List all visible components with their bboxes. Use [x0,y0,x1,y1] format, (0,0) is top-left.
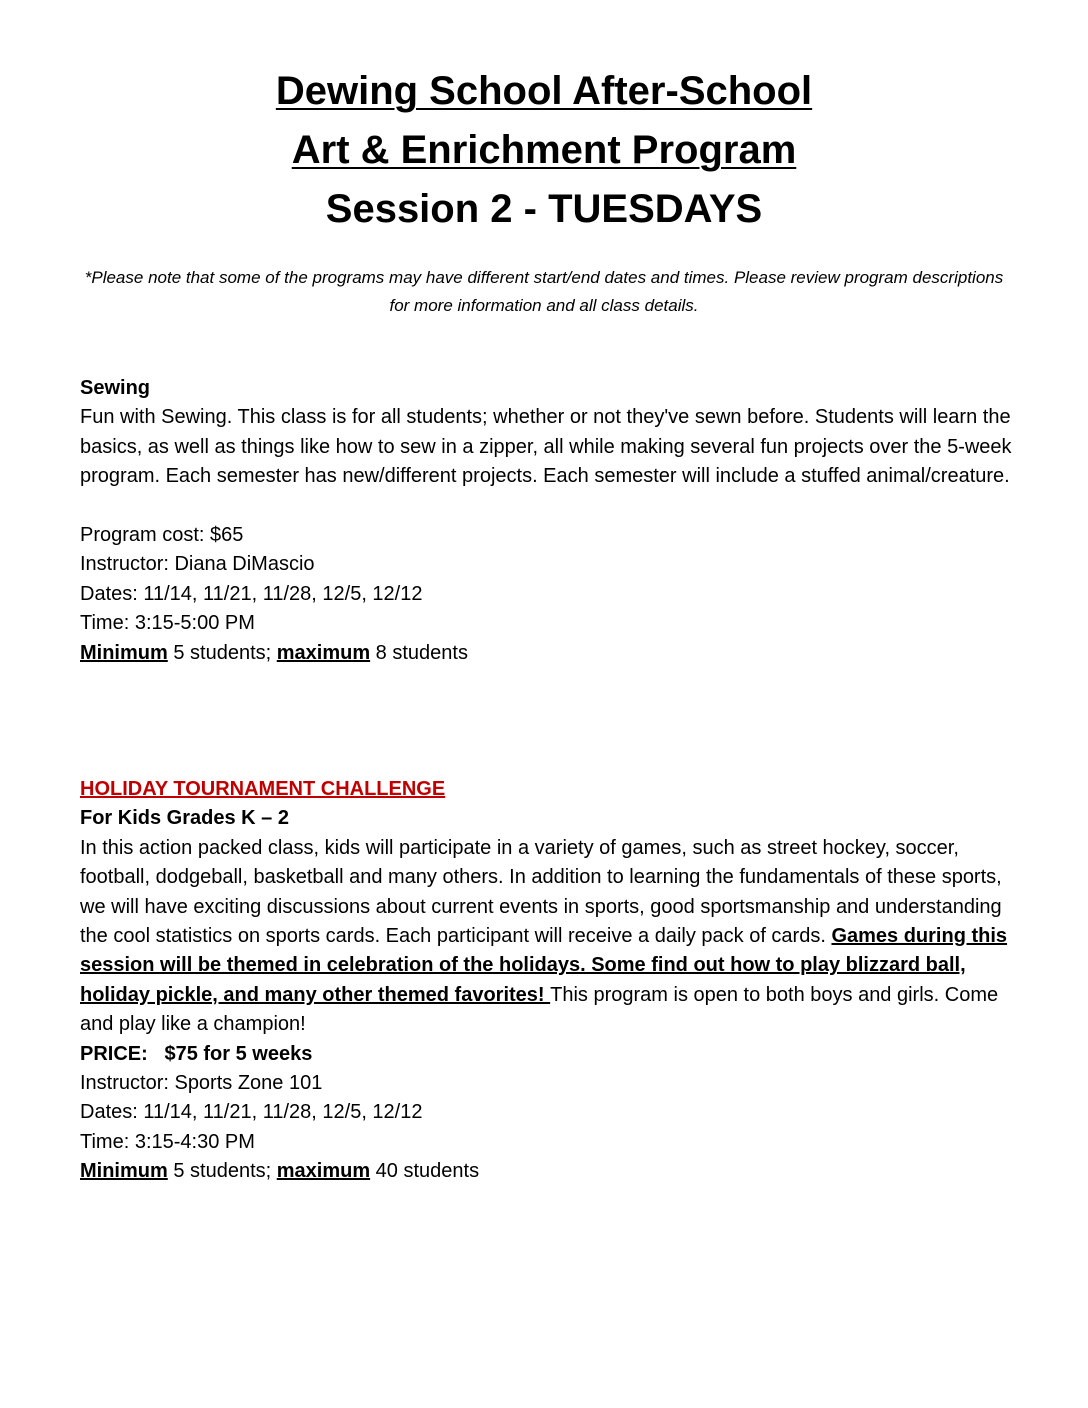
holiday-time: Time: 3:15-4:30 PM [80,1130,255,1153]
sewing-time: Time: 3:15-5:00 PM [80,612,255,635]
holiday-description-part1: In this action packed class, kids will participate in a variety of games, such as street hockey, soccer, football, dodgeball, basketball and many others. In addition to learning the fundamentals of these sports, we will have exciting discussions about current events in sports, good sportsmanship and understanding the cool statistics on sports cards. Each participant will receive a daily pack of cards. [80,836,1002,948]
holiday-description [80,834,1020,1040]
sewing-description: Fun with Sewing. This class is for all students; whether or not they've sewn before. Students will learn the basics, as well as things like how to sew in a zipper, all while making several fun projects over the 5-week program. Each semester has new/different projects. Each semester will include a stuffed animal/creature. [80,406,1012,488]
title-line-3: Session 2 - TUESDAYS [325,187,763,231]
holiday-instructor: Instructor: Sports Zone 101 [80,1072,323,1095]
holiday-price: PRICE: $75 for 5 weeks [80,1042,313,1065]
holiday-description-emphasis: Games during this session will be themed in celebration of the holidays. Some find out how to play blizzard ball, holiday pickle, and many other themed favorites! [80,925,1008,1006]
sewing-capacity [80,639,1020,668]
holiday-max-label: maximum [276,1160,371,1183]
program-note: *Please note that some of the programs may have different start/end dates and times. Please review program descriptions for more information and all class details. [84,268,1004,315]
sewing-heading: Sewing [80,377,151,399]
title-line-2 [0,121,1088,179]
holiday-section [80,775,1020,1187]
holiday-description-part2: This program is open to both boys and girls. Come and play like a champion! [80,983,999,1036]
holiday-capacity [80,1157,1020,1186]
title-line-2-text: Art & Enrichment Program [291,128,797,172]
title-line-1 [0,62,1088,120]
sewing-section [80,374,1020,668]
sewing-max-label: maximum [276,641,371,664]
sewing-cost: Program cost: $65 [80,524,244,547]
holiday-min-label: Minimum [80,1160,168,1183]
holiday-min-text: 5 students; [167,1160,277,1183]
sewing-min-text: 5 students; [167,641,277,664]
sewing-dates: Dates: 11/14, 11/21, 11/28, 12/5, 12/12 [80,582,423,605]
holiday-max-text: 40 students [370,1160,480,1183]
sewing-max-text: 8 students [370,641,468,664]
sewing-min-label: Minimum [80,641,168,664]
sewing-instructor: Instructor: Diana DiMascio [80,553,315,576]
holiday-dates: Dates: 11/14, 11/21, 11/28, 12/5, 12/12 [80,1101,423,1124]
holiday-subheading: For Kids Grades K – 2 [80,807,289,830]
title-line-1-text: Dewing School After-School [275,69,813,113]
holiday-heading: HOLIDAY TOURNAMENT CHALLENGE [80,778,446,800]
